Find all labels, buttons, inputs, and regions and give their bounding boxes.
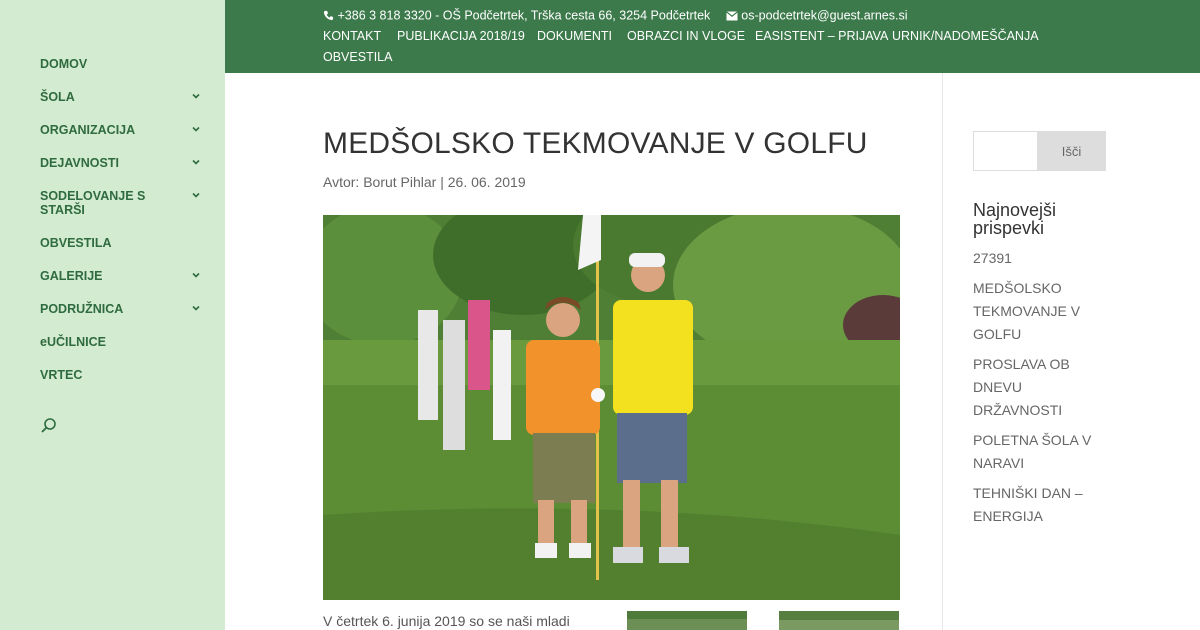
sidebar-item-organizacija[interactable]	[40, 123, 210, 137]
sidebar-item-obvestila[interactable]	[40, 236, 210, 250]
featured-image	[323, 215, 900, 600]
sidebar-item-domov[interactable]	[40, 57, 210, 71]
content-divider	[942, 73, 943, 630]
thumbnail-image	[779, 611, 899, 630]
recent-post-link[interactable]: MEDŠOLSKO TEKMOVANJE V GOLFU	[973, 280, 1081, 342]
search-icon[interactable]	[40, 417, 58, 435]
recent-post-link[interactable]: PROSLAVA OB DNEVU DRŽAVNOSTI	[973, 356, 1070, 418]
search-button[interactable]: Išči	[1037, 131, 1106, 171]
main-sidebar	[0, 0, 225, 630]
chevron-down-icon[interactable]	[190, 269, 202, 281]
recent-posts-title: Najnovejši prispevki	[973, 200, 1057, 238]
sidebar-item-label: eUČILNICE	[40, 335, 106, 349]
contact-info	[323, 8, 908, 23]
recent-post-link[interactable]: 27391	[973, 250, 1012, 266]
sidebar-item-eucilnice[interactable]	[40, 335, 210, 349]
sidebar-item-label: PODRUŽNICA	[40, 302, 124, 316]
sidebar-item-label: GALERIJE	[40, 269, 103, 283]
sidebar-item-sola[interactable]	[40, 90, 210, 104]
sidebar-item-podruznica[interactable]	[40, 302, 210, 316]
recent-post-link[interactable]: POLETNA ŠOLA V NARAVI	[973, 432, 1092, 471]
phone-icon	[323, 10, 334, 21]
topnav-publikacija[interactable]: PUBLIKACIJA 2018/19	[397, 29, 525, 43]
topnav-dokumenti[interactable]: DOKUMENTI	[537, 29, 612, 43]
article-excerpt: V četrtek 6. junija 2019 so se naši mladi	[323, 613, 570, 629]
phone-address-text: +386 3 818 3320 - OŠ Podčetrtek, Trška cesta 66, 3254 Podčetrtek	[337, 8, 711, 23]
search-input[interactable]	[973, 131, 1037, 171]
topnav-kontakt[interactable]: KONTAKT	[323, 29, 382, 43]
topnav-easistent[interactable]: EASISTENT – PRIJAVA	[755, 29, 889, 43]
recent-posts-list	[973, 247, 1098, 535]
email-icon	[726, 11, 738, 21]
sidebar-item-label: OBVESTILA	[40, 236, 112, 250]
chevron-down-icon[interactable]	[190, 302, 202, 314]
sidebar-item-label: DEJAVNOSTI	[40, 156, 119, 170]
topnav-obvestila[interactable]: OBVESTILA	[323, 50, 393, 64]
golf-photo	[323, 215, 900, 600]
sidebar-item-galerije[interactable]	[40, 269, 210, 283]
gallery-thumbnail[interactable]	[627, 611, 747, 630]
thumbnail-image	[627, 611, 747, 630]
sidebar-item-label: DOMOV	[40, 57, 88, 71]
topnav-urnik[interactable]: URNIK/NADOMEŠČANJA	[892, 29, 1039, 43]
sidebar-item-label: SODELOVANJE S STARŠI	[40, 189, 146, 217]
sidebar-item-label: ORGANIZACIJA	[40, 123, 136, 137]
page-title: MEDŠOLSKO TEKMOVANJE V GOLFU	[323, 127, 868, 160]
chevron-down-icon[interactable]	[190, 156, 202, 168]
post-meta: Avtor: Borut Pihlar | 26. 06. 2019	[323, 174, 526, 190]
chevron-down-icon[interactable]	[190, 189, 202, 201]
recent-post-link[interactable]: TEHNIŠKI DAN – ENERGIJA	[973, 485, 1083, 524]
email-link[interactable]: os-podcetrtek@guest.arnes.si	[741, 8, 908, 23]
sidebar-item-dejavnosti[interactable]	[40, 156, 210, 170]
sidebar-search	[973, 131, 1106, 171]
top-header	[225, 0, 1200, 73]
topnav-obrazci[interactable]: OBRAZCI IN VLOGE	[627, 29, 746, 43]
sidebar-item-sodelovanje[interactable]	[40, 189, 210, 217]
sidebar-item-vrtec[interactable]	[40, 368, 210, 382]
chevron-down-icon[interactable]	[190, 123, 202, 135]
sidebar-item-label: VRTEC	[40, 368, 83, 382]
chevron-down-icon[interactable]	[190, 90, 202, 102]
gallery-thumbnail[interactable]	[779, 611, 899, 630]
sidebar-item-label: ŠOLA	[40, 90, 75, 104]
